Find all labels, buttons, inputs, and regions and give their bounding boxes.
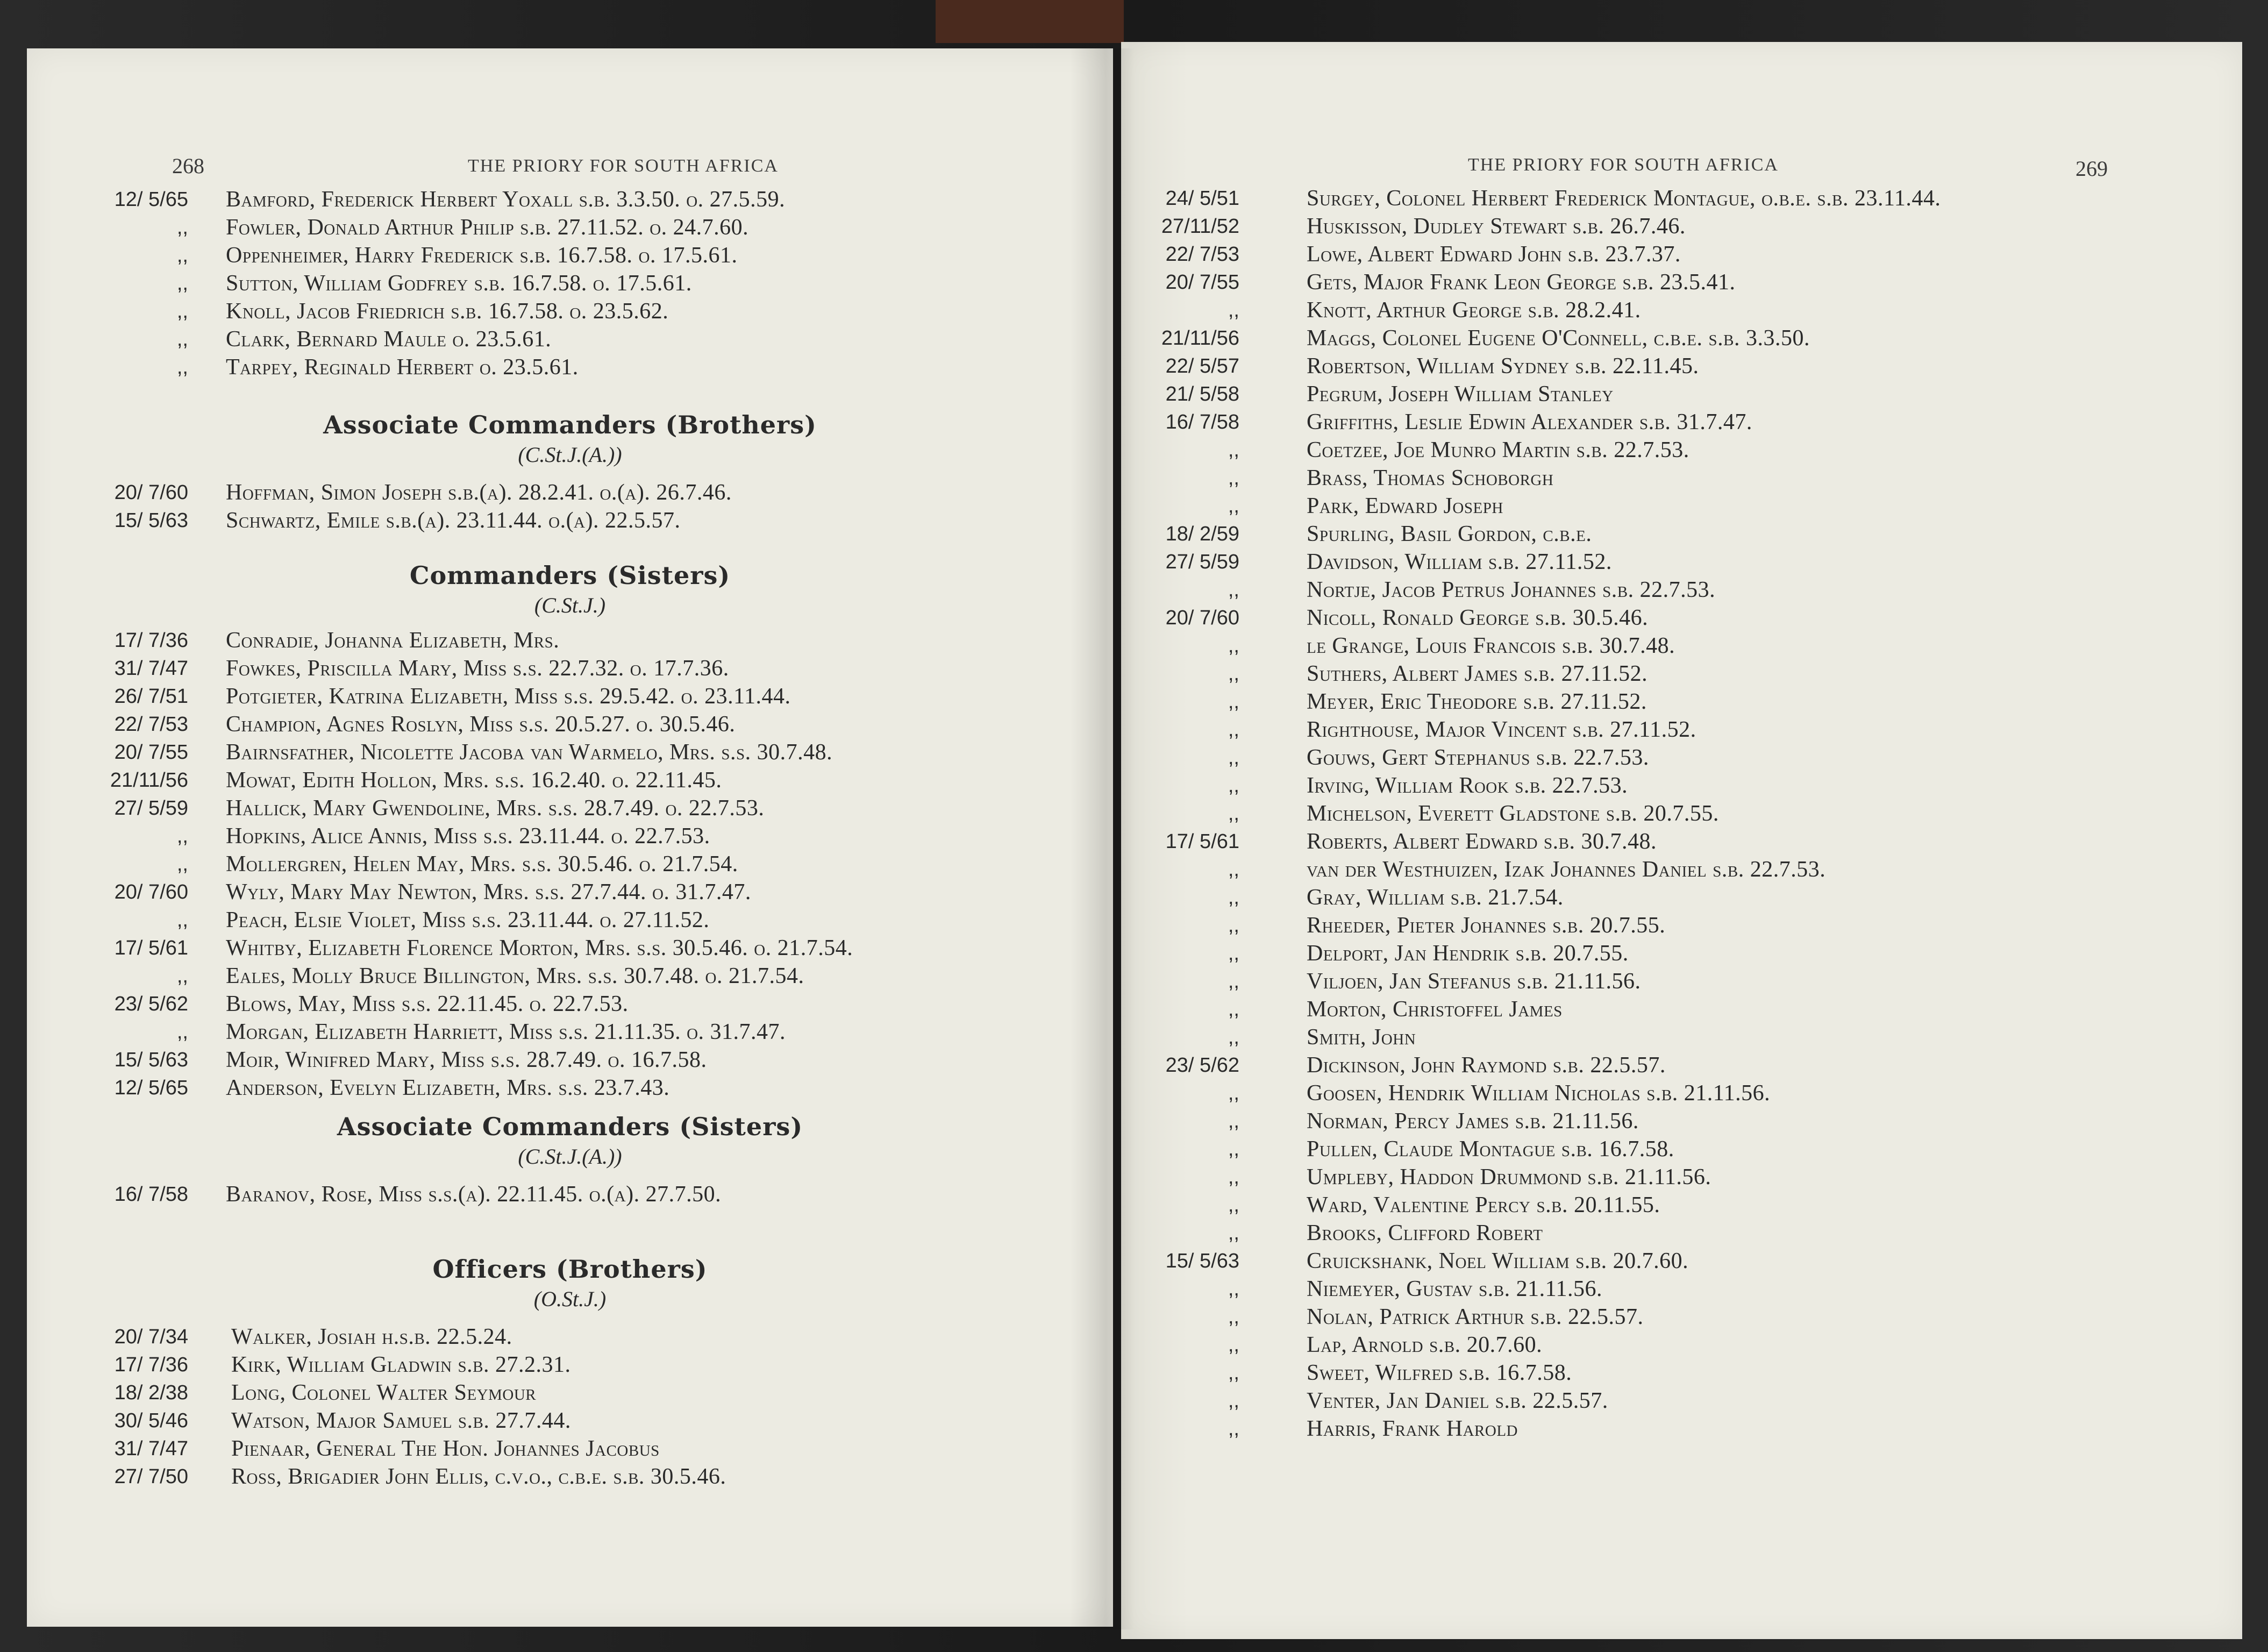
page-number: 269	[2076, 156, 2108, 181]
section-heading-associate-commanders-sisters	[27, 1110, 1113, 1171]
gutter-shadow	[1070, 48, 1135, 1629]
book-spine	[936, 0, 1124, 43]
section-title: Officers (Brothers)	[432, 1255, 708, 1284]
page-number: 268	[172, 154, 204, 178]
section-subtitle: (C.St.J.)	[534, 593, 606, 617]
left-page: 268 THE PRIORY FOR SOUTH AFRICA 12/ 5/65 Bamford, Frederick Herbert Yoxall s.b. 3.3.50. o. 27.5.59. ,, Fowler, Donald Arthur Philip s.b. 27.11.52. o. 24.7.60. ,, Oppenheimer, Harry Frederick s.b. 16.7.58. o. 17.5.61. ,, Sutton, William Godfrey s.b. 16.7.58. o. 17.5.61. ,, Knoll, Jacob Friedrich s.b. 16.7.58. o. 23.5.62. ,, Clark, Bernard Maule o. 23.5.61. ,, Tarpey, Reginald Herbert o. 23.5.61. Associate Commanders (Brothers) (C.St.J.(A.)) 20/ 7/60 Hoffman, Simon Joseph s.b.(a). 28.2.41. o.(a). 26.7.46. 15/ 5/63 Schwartz, Emile s.b.(a). 23.11.44. o.(a). 22.5.57. Commanders (Sisters) (C.St.J.) 17/ 7/36 Conradie, Johanna Elizabeth, Mrs. 31/ 7/47 Fowkes, Priscilla Mary, Miss s.s. 22.7.32. o. 17.7.36. 26/ 7/51 Potgieter, Katrina Elizabeth, Miss s.s. 29.5.42. o. 23.11.44. 22/ 7/53 Champion, Agnes Roslyn, Miss s.s. 20.5.27. o. 30.5.46. 20/ 7/55 Bairnsfather, Nicolette Jacoba van Warmelo, Mrs. s.s. 30.7.48. 21/11/56 Mowat, Edith Hollon, Mrs. s.s. 16.2.40. o. 22.11.45. 27/ 5/59 Hallick, Mary Gwendoline, Mrs. s.s. 28.7.49. o. 22.7.53. ,, Hopkins, Alice Annis, Miss s.s. 23.11.44. o. 22.7.53. ,, Mollergren, Helen May, Mrs. s.s. 30.5.46. o. 21.7.54. 20/ 7/60 Wyly, Mary May Newton, Mrs. s.s. 27.7.44. o. 31.7.47. ,, Peach, Elsie Violet, Miss s.s. 23.11.44. o. 27.11.52. 17/ 5/61 Whitby, Elizabeth Florence Morton, Mrs. s.s. 30.5.46. o. 21.7.54. ,, Eales, Molly Bruce Billington, Mrs. s.s. 30.7.48. o. 21.7.54. 23/ 5/62 Blows, May, Miss s.s. 22.11.45. o. 22.7.53. ,, Morgan, Elizabeth Harriett, Miss s.s. 21.11.35. o. 31.7.47. 15/ 5/63 Moir, Winifred Mary, Miss s.s. 28.7.49. o. 16.7.58. 12/ 5/65 Anderson, Evelyn Elizabeth, Mrs. s.s. 23.7.43. Associate Commanders (Sisters) (C.St.J.(A.)) 16/ 7/58 Baranov, Rose, Miss s.s.(a). 22.11.45. o.(a). 27.7.50. Officers (Brothers) (O.St.J.) 20/ 7/34 Walker, Josiah h.s.b. 22.5.24. 17/ 7/36 Kirk, William Gladwin s.b. 27.2.31. 18/ 2/38 Long, Colonel Walter Seymour 30/ 5/46 Watson, Major Samuel s.b. 27.7.44. 31/ 7/47 Pienaar, General The Hon. Johannes Jacobus 27/ 7/50 Ross, Brigadier John Ellis, c.v.o., c.b.e. s.b. 30.5.46.	[27, 48, 1113, 1627]
running-header: THE PRIORY FOR SOUTH AFRICA	[1468, 155, 1779, 175]
running-header: THE PRIORY FOR SOUTH AFRICA	[468, 156, 779, 176]
section-subtitle: (O.St.J.)	[533, 1287, 607, 1311]
section-title: Commanders (Sisters)	[409, 561, 731, 590]
section-subtitle: (C.St.J.(A.))	[518, 1144, 622, 1169]
right-page: THE PRIORY FOR SOUTH AFRICA 269 24/ 5/51 Surgey, Colonel Herbert Frederick Montague, o.b.e. s.b. 23.11.44. 27/11/52 Huskisson, Dudley Stewart s.b. 26.7.46. 22/ 7/53 Lowe, Albert Edward John s.b. 23.7.37. 20/ 7/55 Gets, Major Frank Leon George s.b. 23.5.41. ,, Knott, Arthur George s.b. 28.2.41. 21/11/56 Maggs, Colonel Eugene O'Connell, c.b.e. s.b. 3.3.50. 22/ 5/57 Robertson, William Sydney s.b. 22.11.45. 21/ 5/58 Pegrum, Joseph William Stanley 16/ 7/58 Griffiths, Leslie Edwin Alexander s.b. 31.7.47. ,, Coetzee, Joe Munro Martin s.b. 22.7.53. ,, Brass, Thomas Schoborgh ,, Park, Edward Joseph 18/ 2/59 Spurling, Basil Gordon, c.b.e. 27/ 5/59 Davidson, William s.b. 27.11.52. ,, Nortje, Jacob Petrus Johannes s.b. 22.7.53. 20/ 7/60 Nicoll, Ronald George s.b. 30.5.46. ,, le Grange, Louis Francois s.b. 30.7.48. ,, Suthers, Albert James s.b. 27.11.52. ,, Meyer, Eric Theodore s.b. 27.11.52. ,, Righthouse, Major Vincent s.b. 27.11.52. ,, Gouws, Gert Stephanus s.b. 22.7.53. ,, Irving, William Rook s.b. 22.7.53. ,, Michelson, Everett Gladstone s.b. 20.7.55. 17/ 5/61 Roberts, Albert Edward s.b. 30.7.48. ,, van der Westhuizen, Izak Johannes Daniel s.b. 22.7.53. ,, Gray, William s.b. 21.7.54. ,, Rheeder, Pieter Johannes s.b. 20.7.55. ,, Delport, Jan Hendrik s.b. 20.7.55. ,, Viljoen, Jan Stefanus s.b. 21.11.56. ,, Morton, Christoffel James ,, Smith, John 23/ 5/62 Dickinson, John Raymond s.b. 22.5.57. ,, Goosen, Hendrik William Nicholas s.b. 21.11.56. ,, Norman, Percy James s.b. 21.11.56. ,, Pullen, Claude Montague s.b. 16.7.58. ,, Umpleby, Haddon Drummond s.b. 21.11.56. ,, Ward, Valentine Percy s.b. 20.11.55. ,, Brooks, Clifford Robert 15/ 5/63 Cruickshank, Noel William s.b. 20.7.60. ,, Niemeyer, Gustav s.b. 21.11.56. ,, Nolan, Patrick Arthur s.b. 22.5.57. ,, Lap, Arnold s.b. 20.7.60. ,, Sweet, Wilfred s.b. 16.7.58. ,, Venter, Jan Daniel s.b. 22.5.57. ,, Harris, Frank Harold	[1121, 42, 2242, 1639]
section-title: Associate Commanders (Sisters)	[337, 1112, 803, 1141]
section-heading-officers-brothers	[27, 1253, 1113, 1313]
section-heading-commanders-sisters	[27, 559, 1113, 620]
section-title: Associate Commanders (Brothers)	[323, 410, 817, 439]
section-subtitle: (C.St.J.(A.))	[518, 443, 622, 467]
section-heading-associate-commanders-brothers	[27, 409, 1113, 469]
